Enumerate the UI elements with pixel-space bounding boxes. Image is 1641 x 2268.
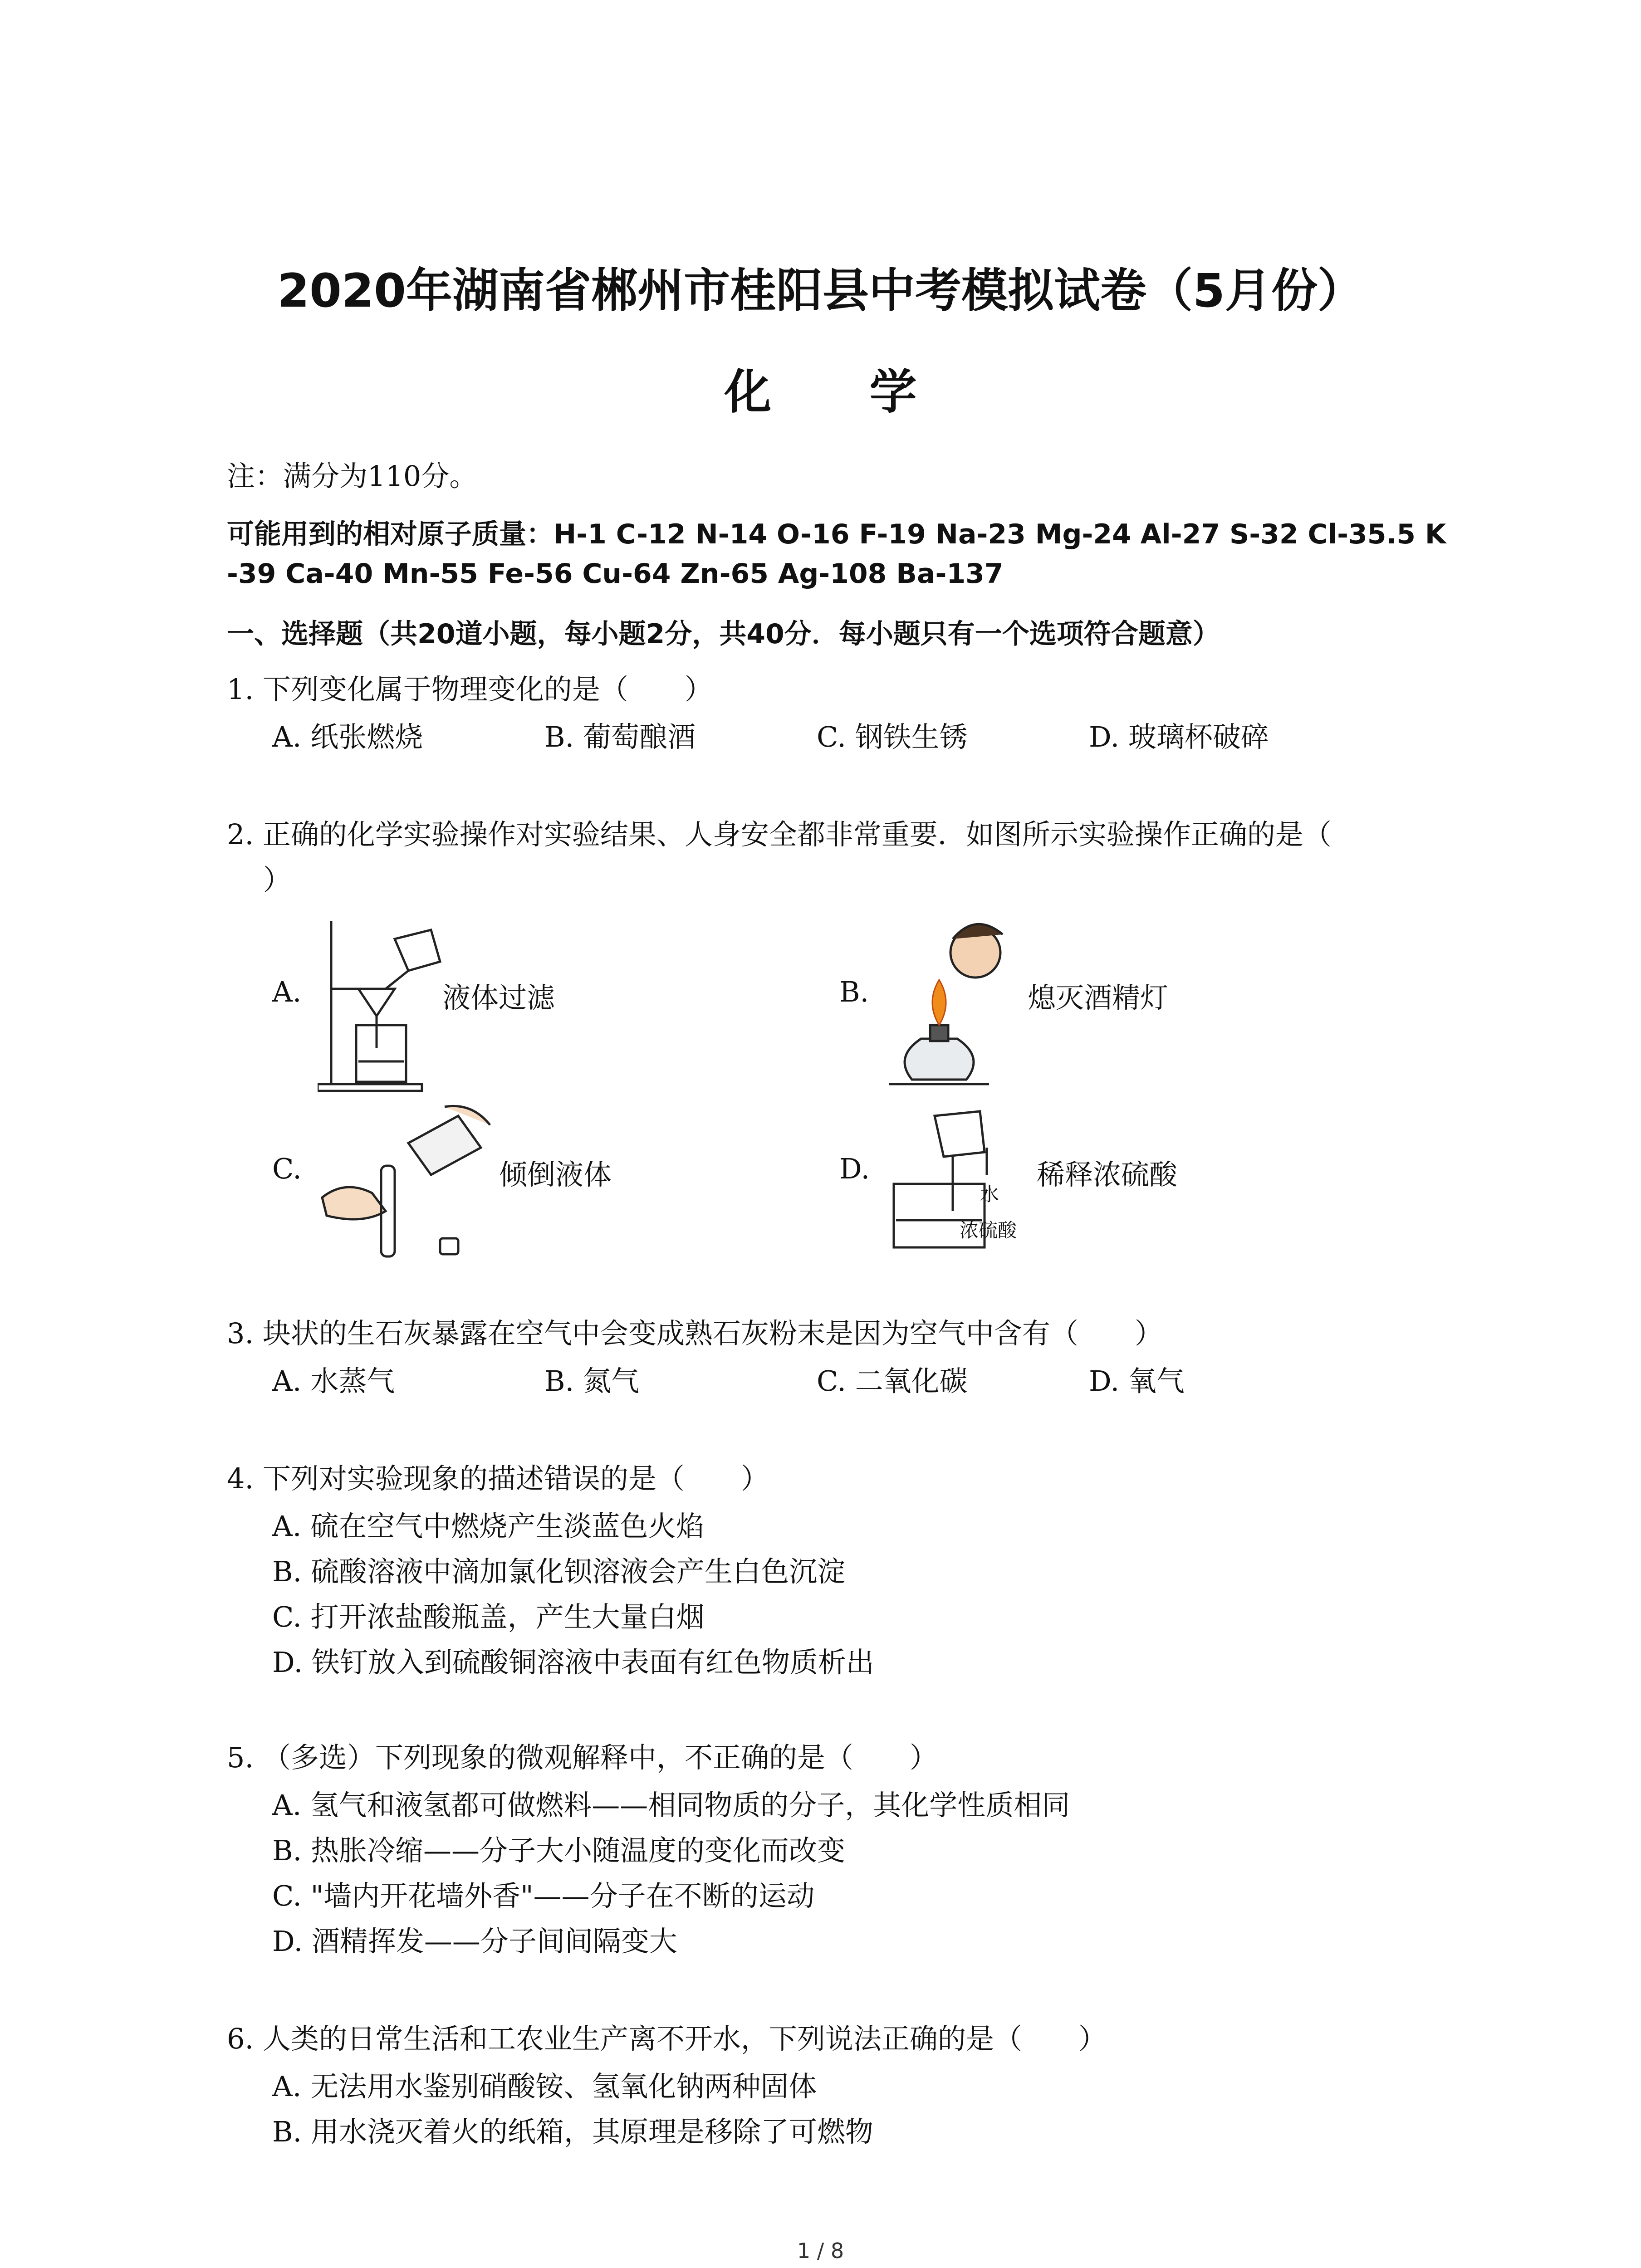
blow-out-alcohol-lamp-illustration <box>885 912 1021 1093</box>
question-2-option-a-text: 液体过滤 <box>442 981 555 1014</box>
atomic-mass-line-2: -39 Ca-40 Mn-55 Fe-56 Cu-64 Zn-65 Ag-108 Ba-137 <box>227 558 1004 590</box>
question-6-stem: 6. 人类的日常生活和工农业生产离不开水，下列说法正确的是（ ） <box>227 2022 1107 2055</box>
question-5-option-c: C. "墙内开花墙外香"——分子在不断的运动 <box>272 1879 815 1912</box>
question-2-stem-line-1: 2. 正确的化学实验操作对实验结果、人身安全都非常重要．如图所示实验操作正确的是（ <box>227 818 1332 851</box>
pour-liquid-illustration <box>318 1098 499 1261</box>
question-2-option-d-text: 稀释浓硫酸 <box>1037 1158 1178 1191</box>
question-2-option-d-letter: D. <box>839 1152 870 1185</box>
dilute-figure-acid-label: 浓硫酸 <box>960 1219 1017 1242</box>
question-1-stem: 1. 下列变化属于物理变化的是（ ） <box>227 673 713 706</box>
atomic-mass-line-1: 可能用到的相对原子质量：H-1 C-12 N-14 O-16 F-19 Na-23 Mg-24 Al-27 S-32 Cl-35.5 K <box>227 518 1446 550</box>
question-3-option-d: D. 氧气 <box>1089 1364 1185 1398</box>
question-2-stem-line-2: ） <box>263 863 292 896</box>
question-6-option-a: A. 无法用水鉴别硝酸铵、氢氧化钠两种固体 <box>272 2070 817 2103</box>
question-5-option-b: B. 热胀冷缩——分子大小随温度的变化而改变 <box>272 1834 845 1867</box>
question-6-option-b: B. 用水浇灭着火的纸箱，其原理是移除了可燃物 <box>272 2115 873 2148</box>
question-3-option-a: A. 水蒸气 <box>272 1364 395 1398</box>
question-4-option-b: B. 硫酸溶液中滴加氯化钡溶液会产生白色沉淀 <box>272 1555 845 1588</box>
exam-title: 2020年湖南省郴州市桂阳县中考模拟试卷（5月份） <box>277 264 1364 318</box>
question-4-option-c: C. 打开浓盐酸瓶盖，产生大量白烟 <box>272 1600 705 1633</box>
question-2-option-c-text: 倾倒液体 <box>499 1158 612 1191</box>
question-5-stem: 5. （多选）下列现象的微观解释中，不正确的是（ ） <box>227 1741 938 1774</box>
question-4-stem: 4. 下列对实验现象的描述错误的是（ ） <box>227 1462 769 1495</box>
filtration-apparatus-illustration <box>318 912 454 1093</box>
question-1-option-c: C. 钢铁生锈 <box>817 720 968 753</box>
question-5-option-a: A. 氢气和液氢都可做燃料——相同物质的分子，其化学性质相同 <box>272 1789 1070 1822</box>
question-1-option-d: D. 玻璃杯破碎 <box>1089 720 1269 753</box>
page-number: 1 / 8 <box>797 2239 844 2263</box>
subject-title: 化 学 <box>724 364 958 420</box>
question-1-option-b: B. 葡萄酿酒 <box>544 720 696 753</box>
question-2-option-c-letter: C. <box>272 1152 302 1185</box>
section-heading: 一、选择题（共20道小题，每小题2分，共40分．每小题只有一个选项符合题意） <box>227 618 1220 650</box>
score-note: 注：满分为110分。 <box>227 459 478 493</box>
question-4-option-d: D. 铁钉放入到硫酸铜溶液中表面有红色物质析出 <box>272 1646 874 1679</box>
question-3-stem: 3. 块状的生石灰暴露在空气中会变成熟石灰粉末是因为空气中含有（ ） <box>227 1317 1163 1350</box>
question-2-option-b-text: 熄灭酒精灯 <box>1028 981 1169 1014</box>
question-5-option-d: D. 酒精挥发——分子间间隔变大 <box>272 1925 677 1958</box>
question-2-option-b-letter: B. <box>839 975 869 1008</box>
question-4-option-a: A. 硫在空气中燃烧产生淡蓝色火焰 <box>272 1510 705 1543</box>
question-1-option-a: A. 纸张燃烧 <box>272 720 423 753</box>
question-3-option-c: C. 二氧化碳 <box>817 1364 968 1398</box>
question-2-option-a-letter: A. <box>272 975 302 1008</box>
dilute-figure-water-label: 水 <box>980 1183 999 1205</box>
question-3-option-b: B. 氮气 <box>544 1364 639 1398</box>
